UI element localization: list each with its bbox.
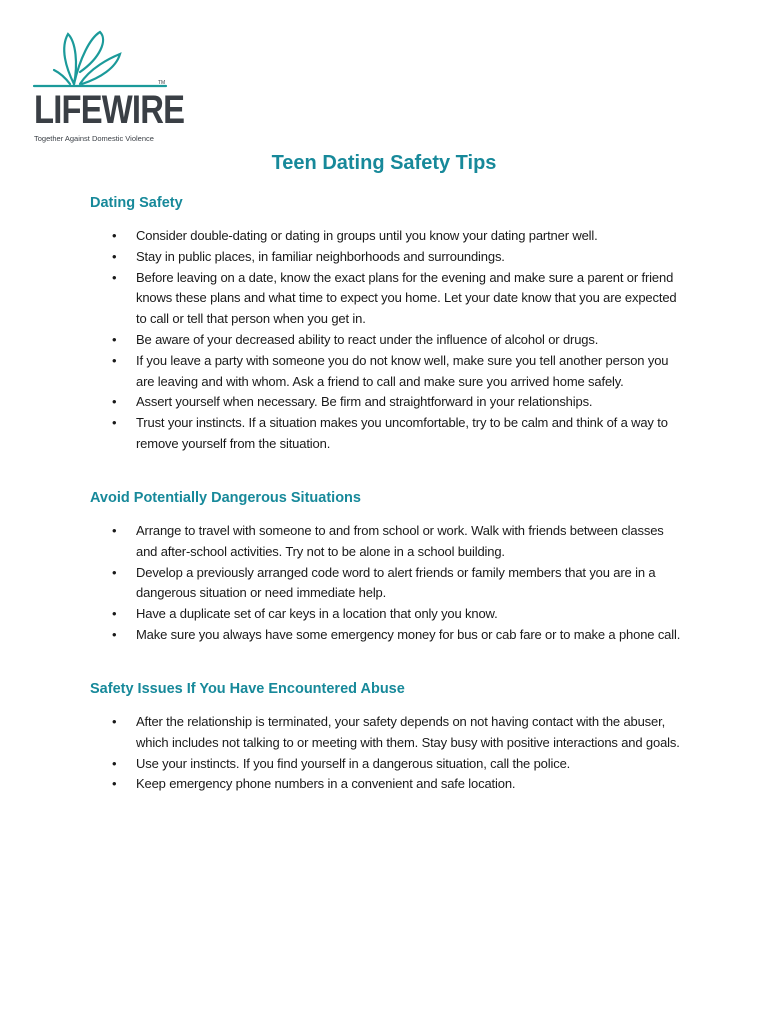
trademark: TM: [158, 80, 166, 86]
bullet-icon: •: [112, 714, 117, 729]
section-heading: Avoid Potentially Dangerous Situations: [90, 490, 361, 506]
list-item-text: Before leaving on a date, know the exact plans for the evening and make sure a parent or friend knows these plans and what time to expect you home. Let your date know that you are expected to call or tell that person when you get in.: [136, 269, 677, 327]
list-item-text: After the relationship is terminated, your safety depends on not having contact with the abuser, which includes not talking to or meeting with them. Stay busy with positive interactions and goals.: [136, 714, 680, 750]
logo-wordmark: LIFEWIRE: [34, 88, 185, 132]
list-item: [90, 392, 681, 413]
list-item-text: Keep emergency phone numbers in a convenient and safe location.: [136, 776, 516, 792]
list-item: [90, 712, 681, 754]
section-after-abuse: [90, 679, 690, 795]
bullet-icon: •: [112, 523, 117, 538]
bullet-icon: •: [112, 564, 117, 580]
list-item: [90, 774, 681, 795]
list-item: [90, 604, 681, 625]
flower-icon: [30, 28, 170, 88]
list-item-text: If you leave a party with someone you do not know well, make sure you tell another person you are leaving and with whom. Ask a friend to call and make sure you arrived home safely.: [136, 352, 669, 389]
bullet-icon: •: [112, 755, 117, 771]
list-item: [90, 247, 681, 268]
list-item-text: Stay in public places, in familiar neighborhoods and surroundings.: [136, 248, 505, 264]
bullet-icon: •: [112, 626, 117, 642]
list-item: [90, 754, 681, 775]
list-item-text: Make sure you always have some emergency money for bus or cab fare or to make a phone call.: [136, 626, 681, 642]
list-item: [90, 563, 681, 605]
logo-tagline: Together Against Domestic Violence: [34, 134, 154, 143]
list-item: [90, 268, 681, 330]
bullet-icon: •: [112, 776, 117, 792]
list-item: [90, 330, 681, 351]
list-item-text: Assert yourself when necessary. Be firm and straightforward in your relationships.: [136, 394, 593, 410]
bullet-icon: •: [112, 331, 117, 347]
bullet-icon: •: [112, 352, 117, 368]
list-item: [90, 226, 681, 247]
section-heading: Safety Issues If You Have Encountered Abuse: [90, 681, 405, 697]
bullet-icon: •: [112, 248, 117, 264]
list-item-text: Consider double-dating or dating in groups until you know your dating partner well.: [136, 228, 598, 243]
bullet-icon: •: [112, 269, 117, 285]
bullet-icon: •: [112, 394, 117, 410]
list-item-text: Be aware of your decreased ability to react under the influence of alcohol or drugs.: [136, 331, 599, 347]
section-heading: Dating Safety: [90, 195, 183, 211]
section-avoid-danger: [90, 488, 690, 646]
list-item: [90, 625, 681, 646]
list-item-text: Have a duplicate set of car keys in a location that only you know.: [136, 606, 498, 622]
list-item-text: Trust your instincts. If a situation makes you uncomfortable, try to be calm and think of a way to remove yourself from the situation.: [136, 415, 668, 451]
section-dating-safety: [90, 193, 690, 455]
bullet-icon: •: [112, 606, 117, 622]
bullet-icon: •: [112, 228, 117, 243]
list-item-text: Use your instincts. If you find yourself in a dangerous situation, call the police.: [136, 755, 571, 771]
lifewire-logo: [30, 28, 185, 148]
page-title: Teen Dating Safety Tips: [271, 152, 497, 174]
bullet-icon: •: [112, 415, 117, 431]
list-item: [90, 351, 681, 393]
list-item-text: Develop a previously arranged code word to alert friends or family members that you are in a dangerous situation or need immediate help.: [136, 564, 656, 601]
list-item: [90, 521, 681, 563]
list-item: [90, 413, 681, 455]
list-item-text: Arrange to travel with someone to and from school or work. Walk with friends between classes and after-school activities. Try not to be alone in a school building.: [136, 523, 664, 559]
